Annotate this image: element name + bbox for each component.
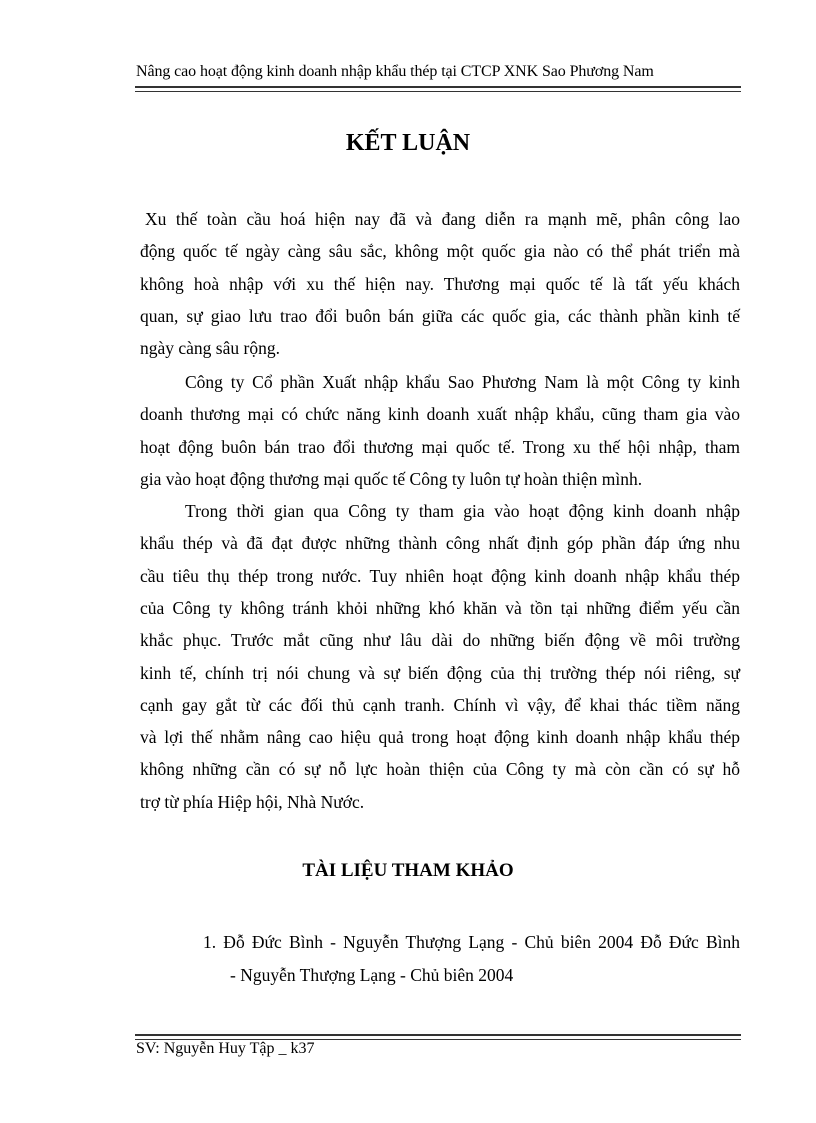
paragraph-line: và lợi thế nhằm nâng cao hiệu quả trong hoạt động kinh doanh nhập khẩu thép bbox=[140, 727, 740, 748]
paragraph-line: không những cần có sự nỗ lực hoàn thiện của Công ty mà còn cần có sự hỗ bbox=[140, 759, 740, 780]
reference-item-cont: - Nguyễn Thượng Lạng - Chủ biên 2004 bbox=[230, 965, 514, 985]
paragraph-line: Trong thời gian qua Công ty tham gia vào hoạt động kinh doanh nhập bbox=[185, 501, 740, 521]
header-rule bbox=[135, 86, 741, 92]
paragraph-line: doanh thương mại có chức năng kinh doanh xuất nhập khẩu, cũng tham gia vào bbox=[140, 404, 740, 425]
paragraph-line: quan, sự giao lưu trao đổi buôn bán giữa các quốc gia, các thành phần kinh tế bbox=[140, 305, 740, 326]
paragraph-line: khẩu thép và đã đạt được những thành công nhất định góp phần đáp ứng nhu bbox=[140, 533, 740, 554]
paragraph-line: khắc phục. Trước mắt cũng như lâu dài do những biến động về môi trường bbox=[140, 630, 740, 651]
paragraph-line: ngày càng sâu rộng. bbox=[140, 338, 280, 359]
paragraph-line: Xu thế toàn cầu hoá hiện nay đã và đang diễn ra mạnh mẽ, phân công lao bbox=[145, 209, 740, 229]
paragraph-line: kinh tế, chính trị nói chung và sự biến động của thị trường thép nói riêng, sự bbox=[140, 662, 740, 683]
section-title: KẾT LUẬN bbox=[345, 130, 471, 156]
paragraph-line: trợ từ phía Hiệp hội, Nhà Nước. bbox=[140, 791, 365, 812]
paragraph-line: cạnh gay gắt từ các đối thủ cạnh tranh. Chính vì vậy, để khai thác tiềm năng bbox=[140, 694, 740, 715]
paragraph-line: không hoà nhập với xu thế hiện nay. Thương mại quốc tế là tất yếu khách bbox=[140, 273, 740, 294]
paragraph-line: gia vào hoạt động thương mại quốc tế Công ty luôn tự hoàn thiện mình. bbox=[140, 468, 643, 489]
reference-item: 1. Đỗ Đức Bình - Nguyễn Thượng Lạng - Chủ biên 2004 Đỗ Đức Bình bbox=[203, 932, 740, 952]
running-header: Nâng cao hoạt động kinh doanh nhập khẩu thép tại CTCP XNK Sao Phương Nam bbox=[136, 63, 654, 80]
running-footer: SV: Nguyễn Huy Tập _ k37 bbox=[136, 1040, 315, 1057]
references-title: TÀI LIỆU THAM KHẢO bbox=[302, 860, 514, 881]
paragraph-line: động quốc tế ngày càng sâu sắc, không một quốc gia nào có thể phát triển mà bbox=[140, 241, 740, 262]
paragraph-line: hoạt động buôn bán trao đổi thương mại quốc tế. Trong xu thế hội nhập, tham bbox=[140, 436, 740, 457]
paragraph-line: cầu tiêu thụ thép trong nước. Tuy nhiên hoạt động kinh doanh nhập khẩu thép bbox=[140, 565, 740, 586]
paragraph-line: của Công ty không tránh khỏi những khó khăn và tồn tại những điểm yếu cần bbox=[140, 597, 740, 618]
paragraph-line: Công ty Cổ phần Xuất nhập khẩu Sao Phương Nam là một Công ty kinh bbox=[185, 372, 740, 392]
